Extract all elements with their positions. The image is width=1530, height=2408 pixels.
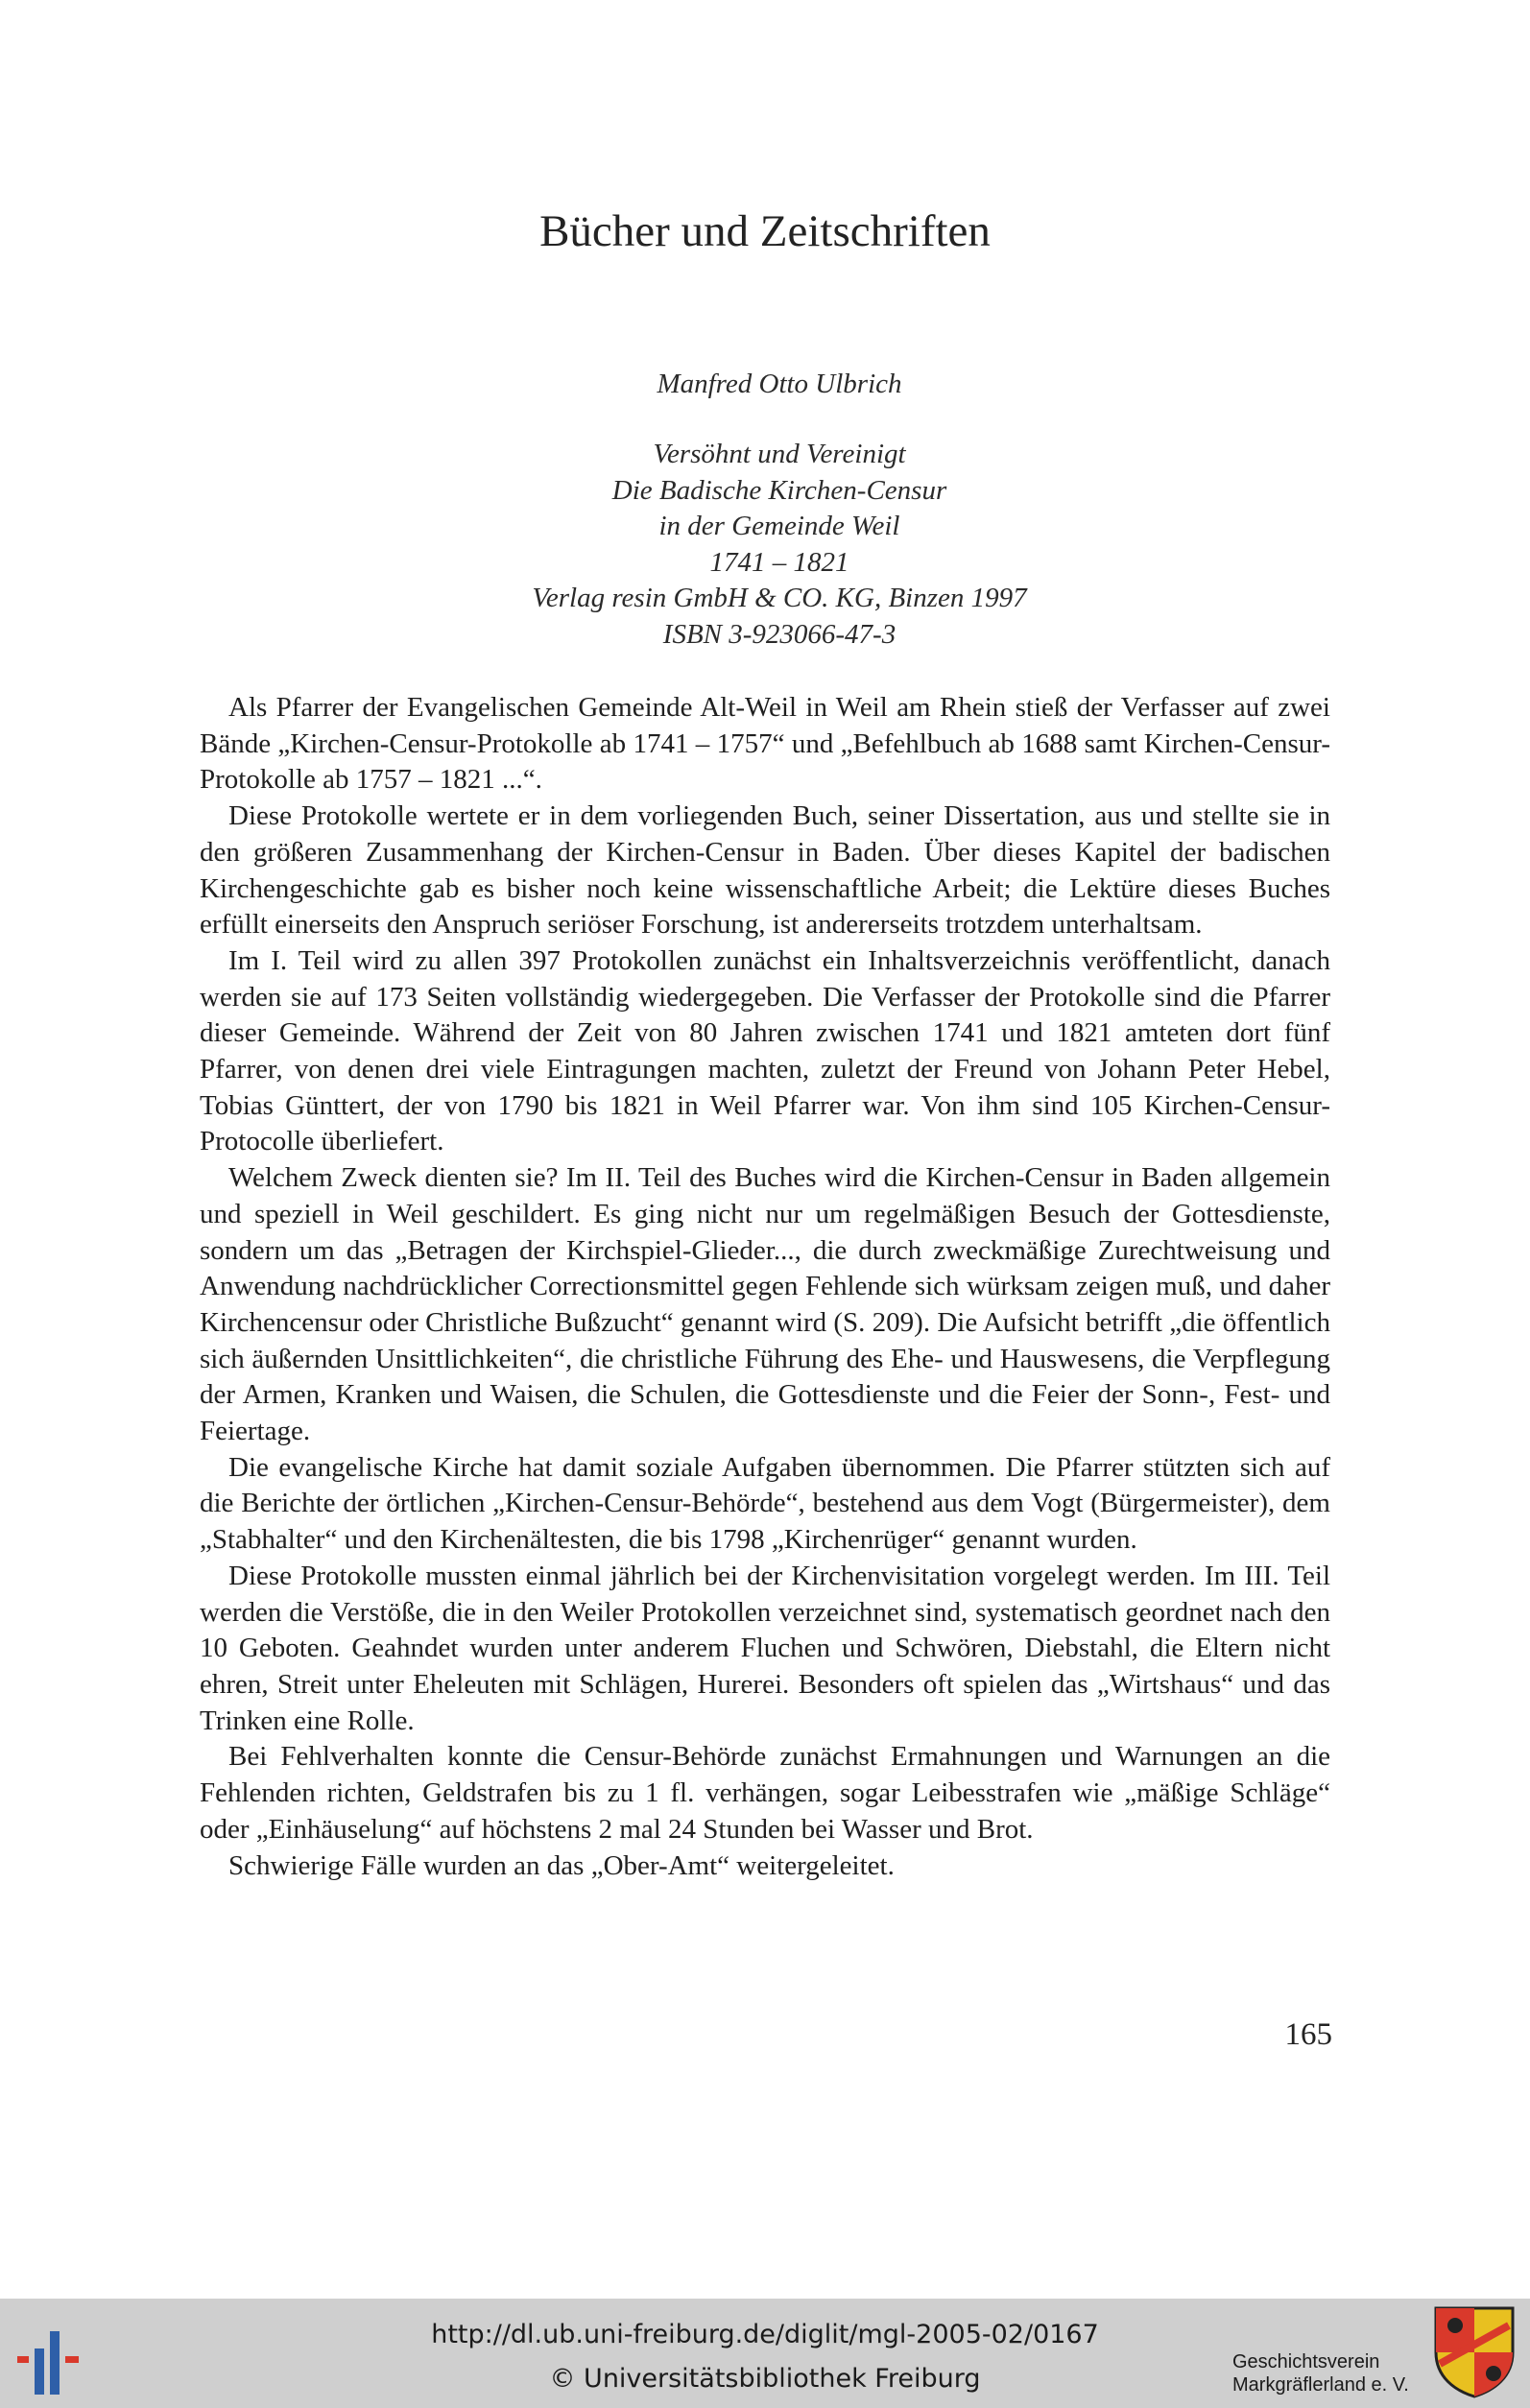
- book-years: 1741 – 1821: [709, 546, 849, 578]
- society-line-1: Geschichtsverein: [1232, 2351, 1380, 2372]
- page-number: 165: [1284, 2017, 1332, 2052]
- review-body: [200, 690, 1330, 1884]
- paragraph: Schwierige Fälle wurden an das „Ober-Amt“ weitergeleitet.: [228, 1849, 895, 1881]
- book-subtitle: Die Badische Kirchen-Censur: [611, 474, 947, 506]
- paragraph: Als Pfarrer der Evangelischen Gemeinde Alt-Weil in Weil am Rhein stieß der Verfasser auf zwei Bände „Kirchen-Censur-Protokolle ab 1741 – 1757“ und „Befehlbuch ab 1688 samt Kirchen-Censur-Protokolle ab 1757 – 1821 ...“.: [200, 692, 1330, 796]
- paragraph: Im I. Teil wird zu allen 397 Protokollen zunächst ein Inhaltsverzeichnis veröffentlicht, danach werden sie auf 173 Seiten vollständig wiedergegeben. Die Verfasser der Protokolle sind die Pfarrer dieser Gemeinde. Während der Zeit von 80 Jahren zwischen 1741 und 1821 amteten dort fünf Pfarrer, von denen drei viele Eintragungen machten, zuletzt der Freund von Johann Peter Hebel, Tobias Günttert, der von 1790 bis 1821 in Weil Pfarrer war. Von ihm sind 105 Kirchen-Censur-Protocolle überliefert.: [200, 944, 1330, 1157]
- paragraph: Die evangelische Kirche hat damit soziale Aufgaben übernommen. Die Pfarrer stützten sich auf die Berichte der örtlichen „Kirchen-Censur-Behörde“, bestehend aus dem Vogt (Bürgermeister), dem „Stabhalter“ und den Kirchenältesten, die bis 1798 „Kirchenrüger“ genannt wurden.: [200, 1451, 1330, 1556]
- book-publisher: Verlag resin GmbH & CO. KG, Binzen 1997: [532, 583, 1027, 613]
- society-name: [1232, 2350, 1424, 2396]
- paragraph: Diese Protokolle wertete er in dem vorliegenden Buch, seiner Dissertation, aus und stellte sie in den größeren Zusammenhang der Kirchen-Censur in Baden. Über dieses Kapitel der badischen Kirchengeschichte gab es bisher noch keine wissenschaftliche Arbeit; die Lektüre dieses Buches erfüllt einerseits den Anspruch seriöser Forschung, ist andererseits trotzdem unterhaltsam.: [200, 800, 1330, 941]
- page-title: Bücher und Zeitschriften: [539, 206, 991, 256]
- book-title: Versöhnt und Vereinigt: [653, 439, 906, 469]
- paragraph: Diese Protokolle mussten einmal jährlich bei der Kirchenvisitation vorgelegt werden. Im III. Teil werden die Verstöße, die in den Weiler Protokollen verzeichnet sind, systematisch geordnet nach den 10 Geboten. Geahndet wurden unter anderem Fluchen und Schwören, Diebstahl, die Eltern nicht ehren, Streit unter Eheleuten mit Schlägen, Hurerei. Besonders oft spielen das „Wirtshaus“ und das Trinken eine Rolle.: [200, 1560, 1330, 1736]
- book-citation: [0, 437, 1530, 653]
- paragraph: Bei Fehlverhalten konnte die Censur-Behörde zunächst Ermahnungen und Warnungen an die Fehlenden richten, Geldstrafen bis zu 1 fl. verhängen, sogar Leibesstrafen wie „mäßige Schläge“ oder „Einhäuselung“ auf höchstens 2 mal 24 Stunden bei Wasser und Brot.: [200, 1741, 1330, 1845]
- book-isbn: ISBN 3-923066-47-3: [662, 618, 896, 650]
- coat-of-arms-icon: [1434, 2306, 1515, 2398]
- review-author: Manfred Otto Ulbrich: [657, 369, 902, 399]
- society-line-2: Markgräflerland e. V.: [1232, 2374, 1409, 2396]
- book-subtitle-place: in der Gemeinde Weil: [658, 511, 900, 541]
- footer-bar: [0, 2299, 1530, 2408]
- footer-url-link[interactable]: http://dl.ub.uni-freiburg.de/diglit/mgl-2005-02/0167: [431, 2320, 1099, 2349]
- footer-copyright: © Universitätsbibliothek Freiburg: [549, 2364, 981, 2394]
- paragraph: Welchem Zweck dienten sie? Im II. Teil des Buches wird die Kirchen-Censur in Baden allgemein und speziell in Weil geschildert. Es ging nicht nur um regelmäßigen Besuch der Gottesdienste, sondern um das „Betragen der Kirchspiel-Glieder..., die durch zweckmäßige Zurechtweisung und Anwendung nachdrücklicher Correctionsmittel gegen Fehlende sich würksam zeigen muß, und daher Kirchencensur oder Christliche Bußzucht“ genannt wird (S. 209). Die Aufsicht betrifft „die öffentlich sich äußernden Unsittlichkeiten“, die christliche Führung des Ehe- und Hauswesens, die Verpflegung der Armen, Kranken und Waisen, die Schulen, die Gottesdienste und die Feier der Sonn-, Fest- und Feiertage.: [200, 1162, 1330, 1447]
